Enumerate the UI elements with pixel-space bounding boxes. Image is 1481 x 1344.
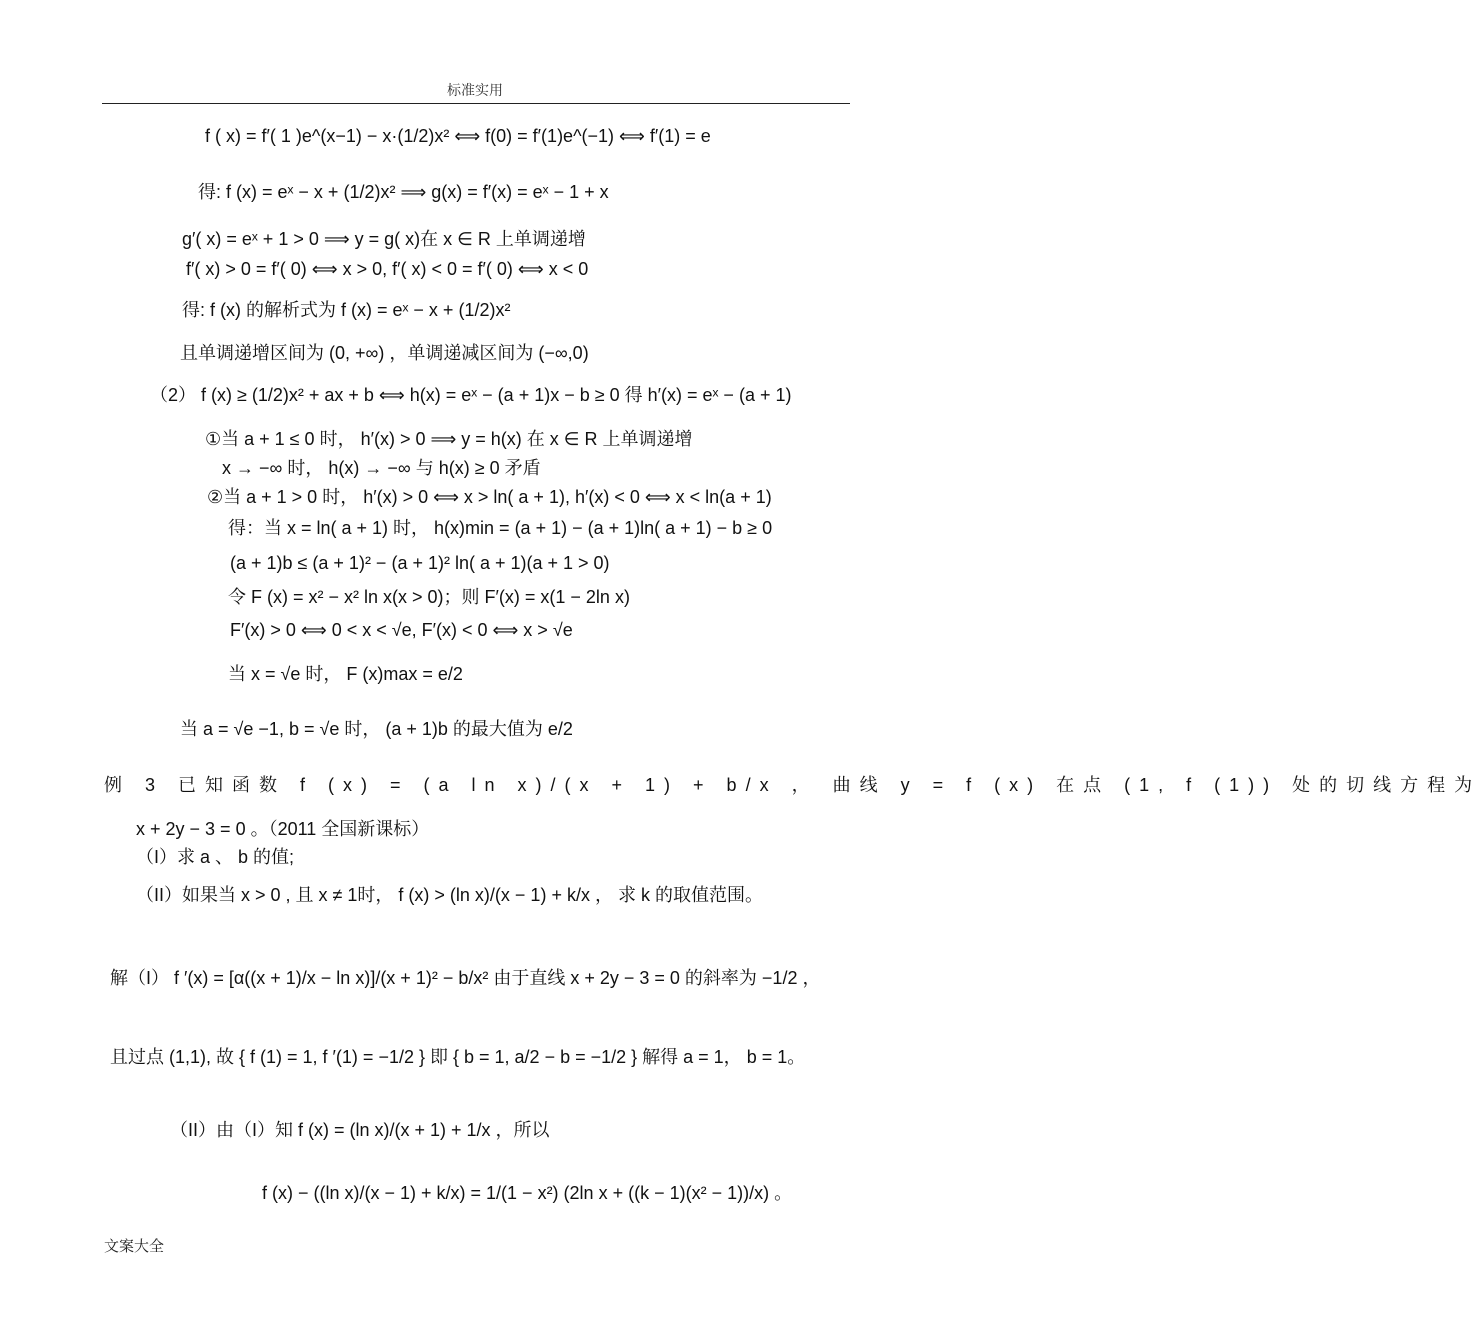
header-rule — [102, 103, 850, 104]
text-line: g′( x) = eˣ + 1 > 0 ⟹ y = g( x)在 x ∈ R 上单调递增 — [182, 229, 586, 249]
text-line: ②当 a + 1 > 0 时， h′(x) > 0 ⟺ x > ln( a + 1), h′(x) < 0 ⟺ x < ln(a + 1) — [207, 487, 772, 507]
text-line: 令 F (x) = x² − x² ln x(x > 0)；则 F′(x) = x(1 − 2ln x) — [228, 587, 630, 607]
page-header: 标准实用 — [447, 83, 503, 99]
page-footer: 文案大全 — [104, 1237, 165, 1255]
text-line: x → −∞ 时， h(x) → −∞ 与 h(x) ≥ 0 矛盾 — [222, 458, 541, 478]
text-line: 例 3 已知函数 f (x) = (a ln x)/(x + 1) + b/x ， 曲线 y = f (x) 在点 (1, f (1)) 处的切线方程为 — [104, 775, 1481, 795]
text-line: (a + 1)b ≤ (a + 1)² − (a + 1)² ln( a + 1)(a + 1 > 0) — [230, 553, 610, 573]
text-line: 解（I） f ′(x) = [α((x + 1)/x − ln x)]/(x + 1)² − b/x² 由于直线 x + 2y − 3 = 0 的斜率为 −1/2 ， — [110, 968, 821, 988]
text-line: （2） f (x) ≥ (1/2)x² + ax + b ⟺ h(x) = eˣ − (a + 1)x − b ≥ 0 得 h′(x) = eˣ − (a + 1) — [150, 385, 792, 405]
text-line: 当 a = √e −1, b = √e 时， (a + 1)b 的最大值为 e/2 — [180, 719, 573, 739]
text-line: 且过点 (1,1), 故 { f (1) = 1, f ′(1) = −1/2 } 即 { b = 1, a/2 − b = −1/2 } 解得 a = 1， b = 1。 — [110, 1047, 806, 1067]
text-line: ①当 a + 1 ≤ 0 时， h′(x) > 0 ⟹ y = h(x) 在 x ∈ R 上单调递增 — [205, 429, 693, 449]
text-line: （II）由（I）知 f (x) = (ln x)/(x + 1) + 1/x ，所以 — [170, 1120, 550, 1140]
text-line: 得：当 x = ln( a + 1) 时， h(x)min = (a + 1) − (a + 1)ln( a + 1) − b ≥ 0 — [228, 518, 773, 538]
text-line: 当 x = √e 时， F (x)max = e/2 — [228, 664, 463, 684]
text-line: （I）求 a 、 b 的值; — [136, 847, 295, 867]
text-line: f ( x) = f′( 1 )e^(x−1) − x·(1/2)x² ⟺ f(0) = f′(1)e^(−1) ⟺ f′(1) = e — [205, 126, 711, 146]
text-line: F′(x) > 0 ⟺ 0 < x < √e, F′(x) < 0 ⟺ x > √e — [230, 620, 573, 640]
text-line: f (x) − ((ln x)/(x − 1) + k/x) = 1/(1 − x²) (2ln x + ((k − 1)(x² − 1))/x) 。 — [262, 1183, 793, 1203]
text-line: （II）如果当 x > 0 , 且 x ≠ 1时， f (x) > (ln x)/(x − 1) + k/x ， 求 k 的取值范围。 — [136, 885, 763, 905]
text-line: f′( x) > 0 = f′( 0) ⟺ x > 0, f′( x) < 0 = f′( 0) ⟺ x < 0 — [186, 259, 589, 279]
text-line: 且单调递增区间为 (0, +∞) ，单调递减区间为 (−∞,0) — [180, 343, 589, 363]
text-line: 得: f (x) 的解析式为 f (x) = eˣ − x + (1/2)x² — [182, 300, 511, 320]
text-line: x + 2y − 3 = 0 。（2011 全国新课标） — [136, 819, 430, 839]
text-line: 得: f (x) = eˣ − x + (1/2)x² ⟹ g(x) = f′(x) = eˣ − 1 + x — [198, 182, 609, 202]
